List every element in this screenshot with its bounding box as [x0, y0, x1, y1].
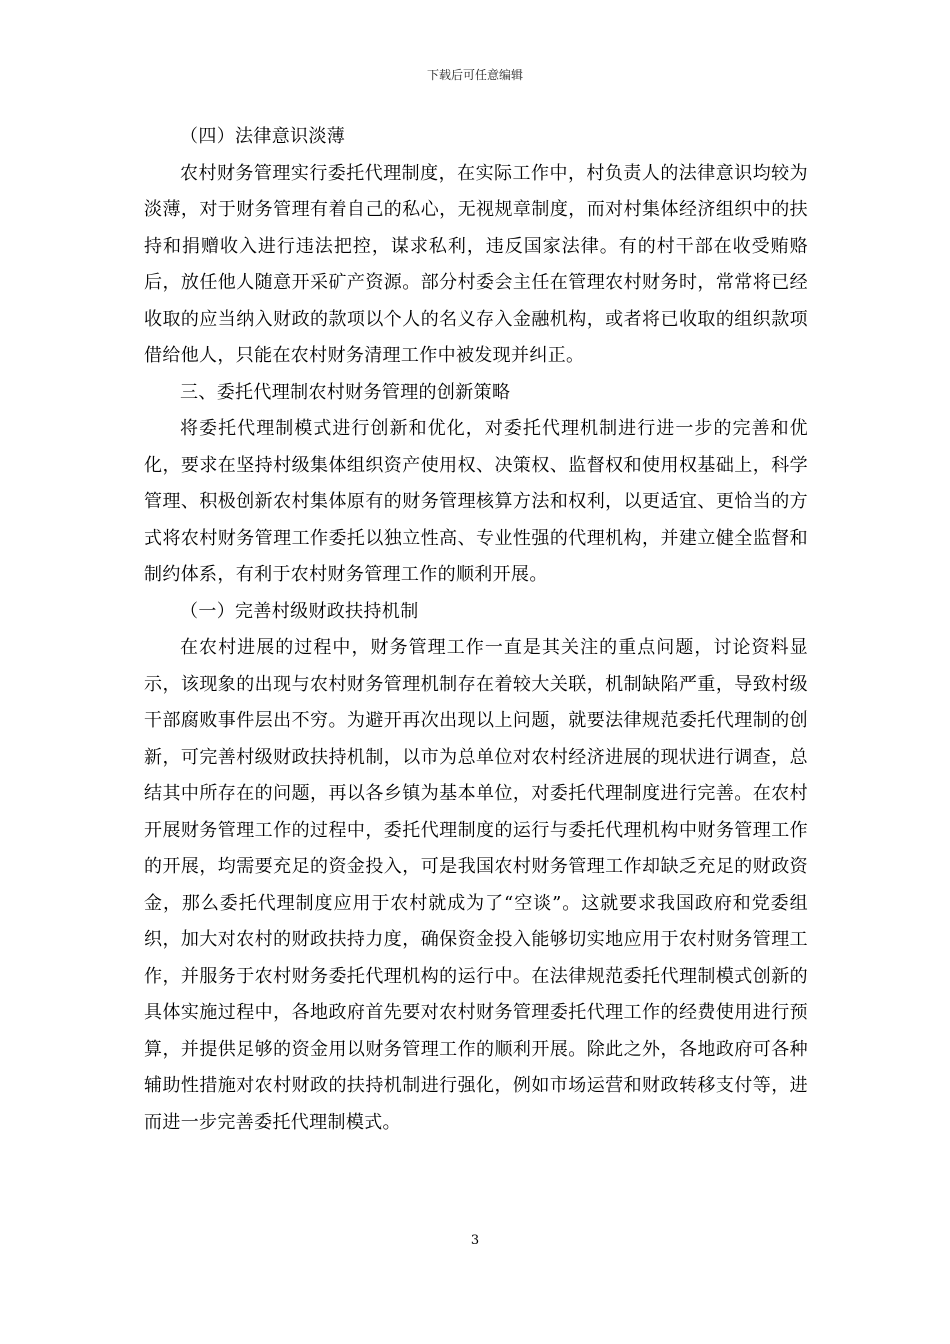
section-heading-innovation-strategy: 三、委托代理制农村财务管理的创新策略 [180, 381, 511, 403]
paragraph-fiscal-support: 在农村进展的过程中，财务管理工作一直是其关注的重点问题，讨论资料显示，该现象的出现与农村财务管理机制存在着较大关联，机制缺陷严重，导致村级干部腐败事件层出不穷。为避开再次出现以上问题，就要法律规范委托代理制的创新，可完善村级财政扶持机制，以市为总单位对农村经济进展的现状进行调查，总结其中所存在的问题，再以各乡镇为基本单位，对委托代理制度进行完善。在农村开展财务管理工作的过程中，委托代理制度的运行与委托代理机构中财务管理工作的开展，均需要充足的资金投入，可是我国农村财务管理工作却缺乏充足的财政资金，那么委托代理制度应用于农村就成为了“空谈”。这就要求我国政府和党委组织，加大对农村的财政扶持力度，确保资金投入能够切实地应用于农村财务管理工作，并服务于农村财务委托代理机构的运行中。在法律规范委托代理制模式创新的具体实施过程中，各地政府首先要对农村财务管理委托代理工作的经费使用进行预算，并提供足够的资金用以财务管理工作的顺利开展。除此之外，各地政府可各种辅助性措施对农村财政的扶持机制进行强化，例如市场运营和财政转移支付等，进而进一步完善委托代理制模式。 [144, 637, 808, 1133]
page-number: 3 [470, 1233, 480, 1248]
page-header: 下载后可任意编辑 [426, 68, 523, 82]
document-body [144, 119, 808, 1141]
paragraph-innovation-strategy: 将委托代理制模式进行创新和优化，对委托代理机制进行进一步的完善和优化，要求在坚持村级集体组织资产使用权、决策权、监督权和使用权基础上，科学管理、积极创新农村集体原有的财务管理核算方法和权利，以更适宜、更恰当的方式将农村财务管理工作委托以独立性高、专业性强的代理机构，并建立健全监督和制约体系，有利于农村财务管理工作的顺利开展。 [144, 418, 808, 585]
section-heading-fiscal-support: （一）完善村级财政扶持机制 [180, 600, 419, 622]
section-heading-legal-awareness: （四）法律意识淡薄 [180, 126, 346, 147]
paragraph-legal-awareness: 农村财务管理实行委托代理制度，在实际工作中，村负责人的法律意识均较为淡薄，对于财务管理有着自己的私心，无视规章制度，而对村集体经济组织中的扶持和捐赠收入进行违法把控，谋求私利，违反国家法律。有的村干部在收受贿赂后，放任他人随意开采矿产资源。部分村委会主任在管理农村财务时，常常将已经收取的应当纳入财政的款项以个人的名义存入金融机构，或者将已收取的组织款项借给他人，只能在农村财务清理工作中被发现并纠正。 [144, 162, 808, 366]
